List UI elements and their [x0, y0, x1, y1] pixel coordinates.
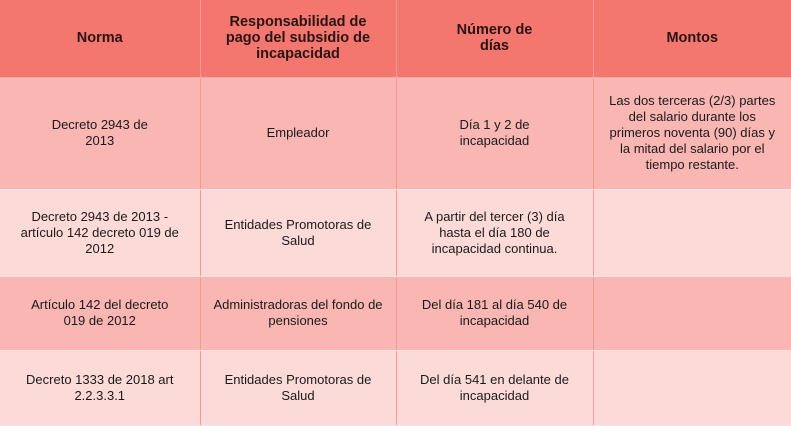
- cell-dias-text: Día 1 y 2 de incapacidad: [459, 117, 530, 148]
- cell-responsable: [200, 189, 396, 276]
- table-header: [0, 0, 791, 77]
- header-row: [0, 0, 791, 77]
- table-row: [0, 350, 791, 425]
- header-montos-label: Montos: [666, 30, 719, 47]
- cell-dias-text: A partir del tercer (3) día hasta el día 180 de incapacidad continua.: [424, 208, 565, 256]
- cell-dias: [396, 276, 593, 350]
- cell-responsable-text: Empleador: [266, 125, 330, 140]
- cell-responsable-text: Entidades Promotoras de Salud: [224, 216, 372, 248]
- cell-responsable-text: Entidades Promotoras de Salud: [224, 371, 372, 403]
- cell-norma-text: Decreto 2943 de 2013 - artículo 142 decreto 019 de 2012: [20, 208, 179, 256]
- header-montos: [593, 0, 791, 77]
- cell-dias: [396, 77, 593, 189]
- header-responsabilidad-label: Responsabilidad de pago del subsidio de incapacidad: [225, 14, 371, 63]
- cell-dias-text: Del día 541 en delante de incapacidad: [420, 371, 569, 403]
- cell-responsable: [200, 276, 396, 350]
- cell-dias-text: Del día 181 al día 540 de incapacidad: [421, 297, 568, 328]
- cell-responsable: [200, 350, 396, 425]
- cell-dias: [396, 350, 593, 425]
- header-dias: [396, 0, 593, 77]
- cell-montos: [593, 276, 791, 350]
- table-body: [0, 77, 791, 425]
- cell-responsable-text: Administradoras del fondo de pensiones: [213, 297, 383, 328]
- cell-montos: [593, 189, 791, 276]
- cell-norma-text: Decreto 1333 de 2018 art 2.2.3.3.1: [26, 371, 174, 403]
- cell-norma-text: Decreto 2943 de 2013: [51, 117, 148, 148]
- cell-montos: [593, 350, 791, 425]
- cell-norma-text: Artículo 142 del decreto 019 de 2012: [31, 297, 169, 328]
- table-row: [0, 189, 791, 276]
- header-norma-label: Norma: [76, 30, 123, 47]
- table-row: [0, 77, 791, 189]
- cell-norma: [0, 77, 200, 189]
- cell-montos: [593, 77, 791, 189]
- cell-norma: [0, 350, 200, 425]
- header-norma: [0, 0, 200, 77]
- cell-responsable: [200, 77, 396, 189]
- cell-norma: [0, 189, 200, 276]
- cell-dias: [396, 189, 593, 276]
- header-dias-label: Número de días: [456, 22, 533, 55]
- cell-norma: [0, 276, 200, 350]
- cell-montos-text: Las dos terceras (2/3) partes del salario durante los primeros noventa (90) días y la mitad del salario por el tiempo restante.: [609, 93, 776, 172]
- table-row: [0, 276, 791, 350]
- header-responsabilidad: [200, 0, 396, 77]
